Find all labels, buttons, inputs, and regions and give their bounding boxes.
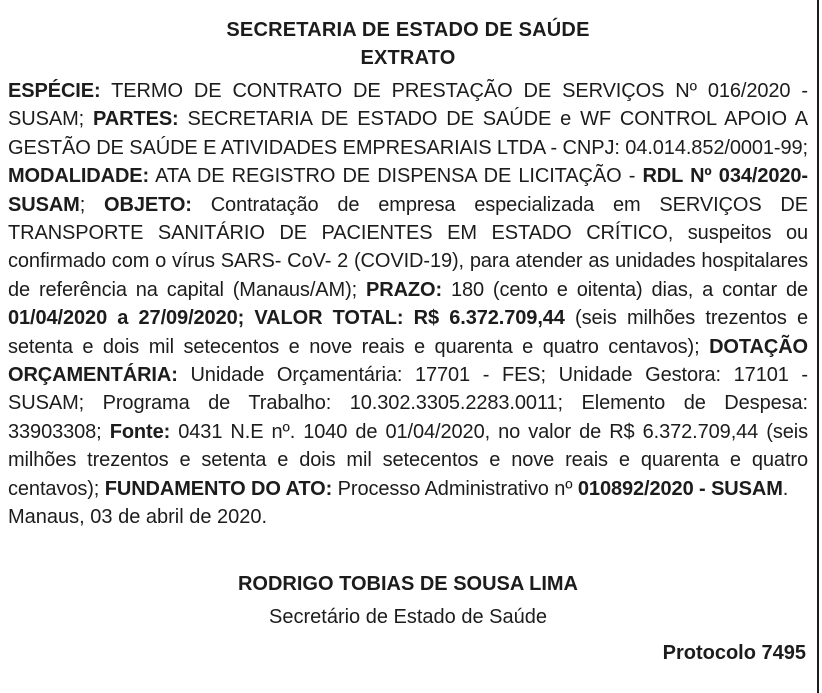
protocol-label: Protocolo 7495	[662, 641, 806, 664]
dateline: Manaus, 03 de abril de 2020.	[8, 506, 268, 529]
document-subtitle: EXTRATO	[360, 47, 456, 69]
column-divider-rule	[817, 0, 819, 693]
signature-name: RODRIGO TOBIAS DE SOUSA LIMA	[237, 572, 579, 595]
signature-role: Secretário de Estado de Saúde	[269, 605, 547, 628]
extract-body-paragraph: ESPÉCIE: TERMO DE CONTRATO DE PRESTAÇÃO DE SERVIÇOS Nº 016/2020 - SUSAM; PARTES: SECRETARIA DE ESTADO DE SAÚDE e WF CONTROL APOIO A GESTÃO DE SAÚDE E ATIVIDADES EMPRESARIAIS LTDA - CNPJ: 04.014.852/0001-99; MODALIDADE: ATA DE REGISTRO DE DISPENSA DE LICITAÇÃO - RDL Nº 034/2020-SUSAM; OBJETO: Contratação de empresa especializada em SERVIÇOS DE TRANSPORTE SANITÁRIO DE PACIENTES EM ESTADO CRÍTICO, suspeitos ou confirmado com o vírus SARS- CoV- 2 (COVID-19), para atender as unidades hospitalares de referência na capital (Manaus/AM); PRAZO: 180 (cento e oitenta) dias, a contar de 01/04/2020 a 27/09/2020; VALOR TOTAL: R$ 6.372.709,44 (seis milhões trezentos e setenta e dois mil setecentos e nove reais e quarenta e quatro centavos); DOTAÇÃO ORÇAMENTÁRIA: Unidade Orçamentária: 17701 - FES; Unidade Gestora: 17101 - SUSAM; Programa de Trabalho: 10.302.3305.2283.0011; Elemento de Despesa: 33903308; Fonte: 0431 N.E nº. 1040 de 01/04/2020, no valor de R$ 6.372.709,44 (seis milhões trezentos e setenta e dois mil setecentos e nove reais e quarenta e quatro centavos); FUNDAMENTO DO ATO: Processo Administrativo nº 010892/2020 - SUSAM.	[8, 80, 808, 500]
document-title: SECRETARIA DE ESTADO DE SAÚDE	[226, 19, 590, 41]
